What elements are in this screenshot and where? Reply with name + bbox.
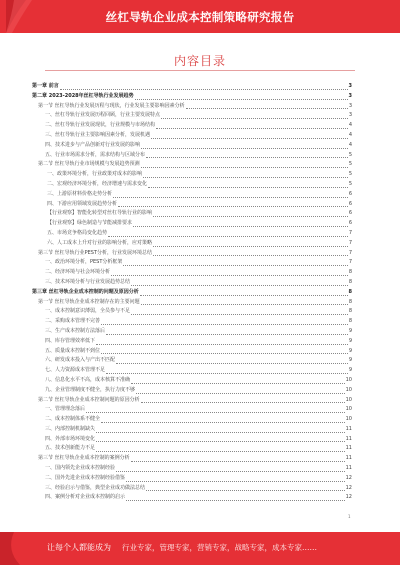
toc-entry-title: 四、案例分析对企业成本控制的启示 [45,494,126,501]
toc-leader-dots [101,422,345,423]
toc-entry-page: 6 [348,220,352,227]
footer-slogan: 让每个人都能成为 [47,543,111,552]
toc-entry[interactable] [32,229,352,239]
toc-leader-dots [113,197,348,198]
toc-leader-dots [141,148,348,149]
toc-leader-dots [136,393,345,394]
report-header-bar [0,0,400,33]
toc-entry[interactable] [32,474,352,484]
toc-entry-title: 四、库存管理效率低下 [45,337,96,344]
toc-leader-dots [108,236,348,237]
footer-tagline: 行业专家，管理专家，营销专家，战略专家，成本专家…… [122,543,317,552]
toc-entry-title: 二、国外先进企业成本控制经验借鉴 [45,474,126,481]
toc-entry-title: 四、下游应用领域发展趋势分析 [47,200,118,207]
toc-entry-title: 【行业观察】智能化转型对丝杠导轨行业的影响 [47,210,153,217]
toc-chapter-entry[interactable] [32,92,352,102]
toc-entry[interactable] [32,327,352,337]
toc-entry-page: 9 [348,327,352,334]
toc-entry-title: 三、生产成本控制方法落后 [45,327,106,334]
toc-entry-page: 8 [348,269,352,276]
toc-entry-title: 五、行业市场需求分析，需求结构与区域分布 [45,151,146,158]
toc-entry-page: 9 [348,347,352,354]
toc-leader-dots [126,481,345,482]
toc-entry-page: 9 [348,337,352,344]
toc-entry[interactable] [32,278,352,288]
toc-leader-dots [161,118,348,119]
toc-entry[interactable] [32,258,352,268]
toc-entry-title: 一、成本控制意识薄弱，全员参与不足 [45,308,131,315]
report-footer-bar [0,532,400,565]
toc-leader-dots [116,363,348,364]
toc-entry-page: 8 [348,318,352,325]
toc-entry[interactable] [32,268,352,278]
toc-entry-title: 一、管理理念落后 [45,406,86,413]
toc-entry-page: 7 [348,229,352,236]
toc-leader-dots [146,157,348,158]
toc-chapter-entry[interactable] [32,82,352,92]
toc-entry-page: 11 [345,435,352,442]
toc-leader-dots [116,471,345,472]
toc-entry-page: 4 [348,131,352,138]
toc-leader-dots [141,167,348,168]
toc-leader-dots [141,304,348,305]
toc-entry-page: 4 [348,122,352,129]
toc-entry[interactable] [32,239,352,249]
toc-entry-title: 六、人工成本上升对行业的影响分析，应对策略 [47,239,153,246]
toc-entry-title: 三、上游原材料价格走势分析 [47,190,113,197]
toc-entry-page: 9 [348,357,352,364]
toc-entry-page: 6 [348,190,352,197]
toc-leader-dots [106,373,348,374]
toc-entry[interactable] [32,180,352,190]
toc-entry-title: 二、宏观经济环境分析，经济增速与需求变化 [47,180,148,187]
toc-leader-dots [96,441,345,442]
toc-entry-page: 7 [348,249,352,256]
toc-entry[interactable] [32,435,352,445]
toc-entry[interactable] [32,356,352,366]
toc-entry-page: 7 [348,239,352,246]
toc-heading: 内容目录 [173,54,226,68]
toc-leader-dots [153,246,348,247]
toc-leader-dots [86,412,345,413]
toc-leader-dots [131,285,348,286]
toc-entry[interactable] [32,415,352,425]
toc-entry-title: 第二节 丝杠导轨企业成本控制问题的原因分析 [38,396,140,403]
toc-entry-page: 9 [348,367,352,374]
toc-entry-title: 五、质量成本控制不到位 [45,347,101,354]
toc-entry[interactable] [32,298,352,308]
toc-leader-dots [140,295,348,296]
toc-entry-title: 九、企业管理制度不健全，执行力度不够 [45,386,136,393]
toc-entry-page: 12 [345,474,352,481]
toc-leader-dots [151,138,348,139]
toc-leader-dots [106,334,348,335]
toc-entry-title: 第三节 丝杠导轨行业PEST分析，行业发展环境总结 [38,249,152,256]
toc-leader-dots [153,255,348,256]
toc-entry-title: 四、外部市场环境变化 [45,435,96,442]
toc-entry[interactable] [32,317,352,327]
toc-entry-page: 10 [345,396,352,403]
toc-entry[interactable] [32,209,352,219]
toc-entry[interactable] [32,337,352,347]
toc-leader-dots [126,500,345,501]
toc-leader-dots [131,461,345,462]
toc-entry-page: 3 [348,92,352,99]
toc-entry-title: 第二节 丝杠导轨行业市场规模与发展趋势预测 [38,161,140,168]
toc-entry-page: 3 [348,102,352,109]
toc-entry-title: 第一章 前言 [32,83,59,89]
toc-leader-dots [123,265,347,266]
toc-entry-title: 一、国内领先企业成本控制经验 [45,465,116,472]
toc-entry[interactable] [32,386,352,396]
toc-entry-page: 11 [345,445,352,452]
toc-entry-page: 5 [348,171,352,178]
toc-entry-title: 一、政治环境分析，PEST分析框架 [45,259,123,266]
toc-entry-title: 第二章 2023-2028年丝杠导轨行业发展趋势 [32,92,134,99]
toc-entry-page: 5 [348,151,352,158]
toc-entry-title: 三、内部控制机制缺失 [45,425,96,432]
toc-entry-title: 八、信息化水平不高，成本核算不准确 [45,376,131,383]
toc-leader-dots [96,432,345,433]
toc-entry[interactable] [32,170,352,180]
toc-entry-title: 二、采购成本管理不完善 [45,318,101,325]
toc-entry-page: 11 [345,425,352,432]
toc-entry[interactable] [32,366,352,376]
toc-entry-title: 三、经验启示与借鉴，典型企业成功做法总结 [45,484,146,491]
toc-leader-dots [101,324,348,325]
toc-entry-title: 三、丝杠导轨行业主要影响因素分析，发展机遇 [45,131,151,138]
toc-entry-page: 10 [345,416,352,423]
toc-entry[interactable] [32,121,352,131]
toc-entry-title: 第三节 丝杠导轨企业成本控制的案例分析 [38,455,130,462]
toc-entry[interactable] [32,111,352,121]
toc-entry-title: 二、丝杠导轨行业发展现状，行业规模与市场结构 [45,122,156,129]
toc-leader-dots [148,187,348,188]
toc-entry-page: 10 [345,406,352,413]
toc-entry[interactable] [32,464,352,474]
toc-entry-page: 8 [348,308,352,315]
toc-entry-page: 10 [345,376,352,383]
toc-entry-page: 6 [348,210,352,217]
toc-leader-dots [146,490,345,491]
toc-entry[interactable] [32,151,352,161]
toc-entry-page: 8 [348,278,352,285]
toc-leader-dots [96,451,345,452]
toc-entry-page: 12 [345,484,352,491]
report-title: 丝杠导轨企业成本控制策略研究报告 [105,10,295,24]
toc-entry-title: 一、丝杠导轨行业发展历程回顾，行业主要发展特点 [45,112,161,119]
toc-entry-page: 6 [348,200,352,207]
toc-leader-dots [143,177,348,178]
toc-entry[interactable] [32,454,352,464]
toc-entry-title: 四、技术进步与产品创新对行业发展的影响 [45,141,141,148]
toc-leader-dots [96,344,348,345]
toc-entry[interactable] [32,444,352,454]
toc-entry[interactable] [32,249,352,259]
toc-leader-dots [101,353,348,354]
toc-entry-page: 8 [348,298,352,305]
toc-entry[interactable] [32,141,352,151]
toc-entry-page: 10 [345,386,352,393]
toc-entry-title: 五、市场竞争格局变化趋势 [47,229,108,236]
toc-entry[interactable] [32,200,352,210]
toc-leader-dots [111,275,348,276]
toc-leader-dots [131,314,348,315]
toc-entry[interactable] [32,405,352,415]
toc-entry-page: 5 [348,161,352,168]
toc-leader-dots [135,99,348,100]
toc-leader-dots [133,226,348,227]
toc-entry-page: 3 [348,83,352,89]
toc-entry-title: 七、人力资源成本管理不足 [45,367,106,374]
toc-entry[interactable] [32,160,352,170]
toc-chapter-entry[interactable] [32,288,352,298]
toc-leader-dots [186,108,348,109]
toc-entry-page: 11 [345,455,352,462]
table-of-contents [32,82,352,503]
brand-curve-icon [0,532,40,565]
toc-entry[interactable] [32,396,352,406]
toc-entry[interactable] [32,484,352,494]
toc-entry-title: 五、技术创新能力不足 [45,445,96,452]
toc-entry-title: 【行业观察】绿色制造与节能减排要求 [47,220,133,227]
toc-entry-title: 二、成本控制体系不健全 [45,416,101,423]
toc-entry-title: 二、经济环境与社会环境分析 [45,269,111,276]
toc-entry-title: 六、研发成本投入与产出不匹配 [45,357,116,364]
toc-entry[interactable] [32,219,352,229]
toc-leader-dots [118,206,348,207]
page-number: 1 [348,514,351,519]
toc-entry[interactable] [32,102,352,112]
toc-leader-dots [60,89,348,90]
toc-entry[interactable] [32,425,352,435]
toc-entry-page: 11 [345,465,352,472]
toc-entry-page: 5 [348,180,352,187]
toc-entry-title: 第三章 丝杠导轨企业成本控制的问题及原因分析 [32,288,139,295]
toc-entry-title: 第一节 丝杠导轨行业发展历程与现状，行业发展主要影响因素分析 [38,102,185,109]
toc-entry-page: 12 [345,494,352,501]
toc-entry[interactable] [32,347,352,357]
toc-entry[interactable] [32,307,352,317]
toc-entry-title: 三、技术环境分析与行业发展趋势总结 [45,278,131,285]
toc-entry[interactable] [32,376,352,386]
toc-entry-title: 第一节 丝杠导轨企业成本控制存在的主要问题 [38,298,140,305]
toc-entry-page: 8 [348,288,352,295]
toc-leader-dots [131,383,345,384]
toc-entry[interactable] [32,190,352,200]
toc-leader-dots [153,216,348,217]
toc-leader-dots [141,402,345,403]
toc-entry[interactable] [32,131,352,141]
toc-entry-page: 7 [348,259,352,266]
toc-entry-title: 一、政策环境分析，行业政策对成本的影响 [47,171,143,178]
toc-divider [45,70,355,71]
toc-entry[interactable] [32,493,352,503]
toc-entry-page: 4 [348,141,352,148]
toc-leader-dots [156,128,348,129]
toc-entry-page: 3 [348,112,352,119]
